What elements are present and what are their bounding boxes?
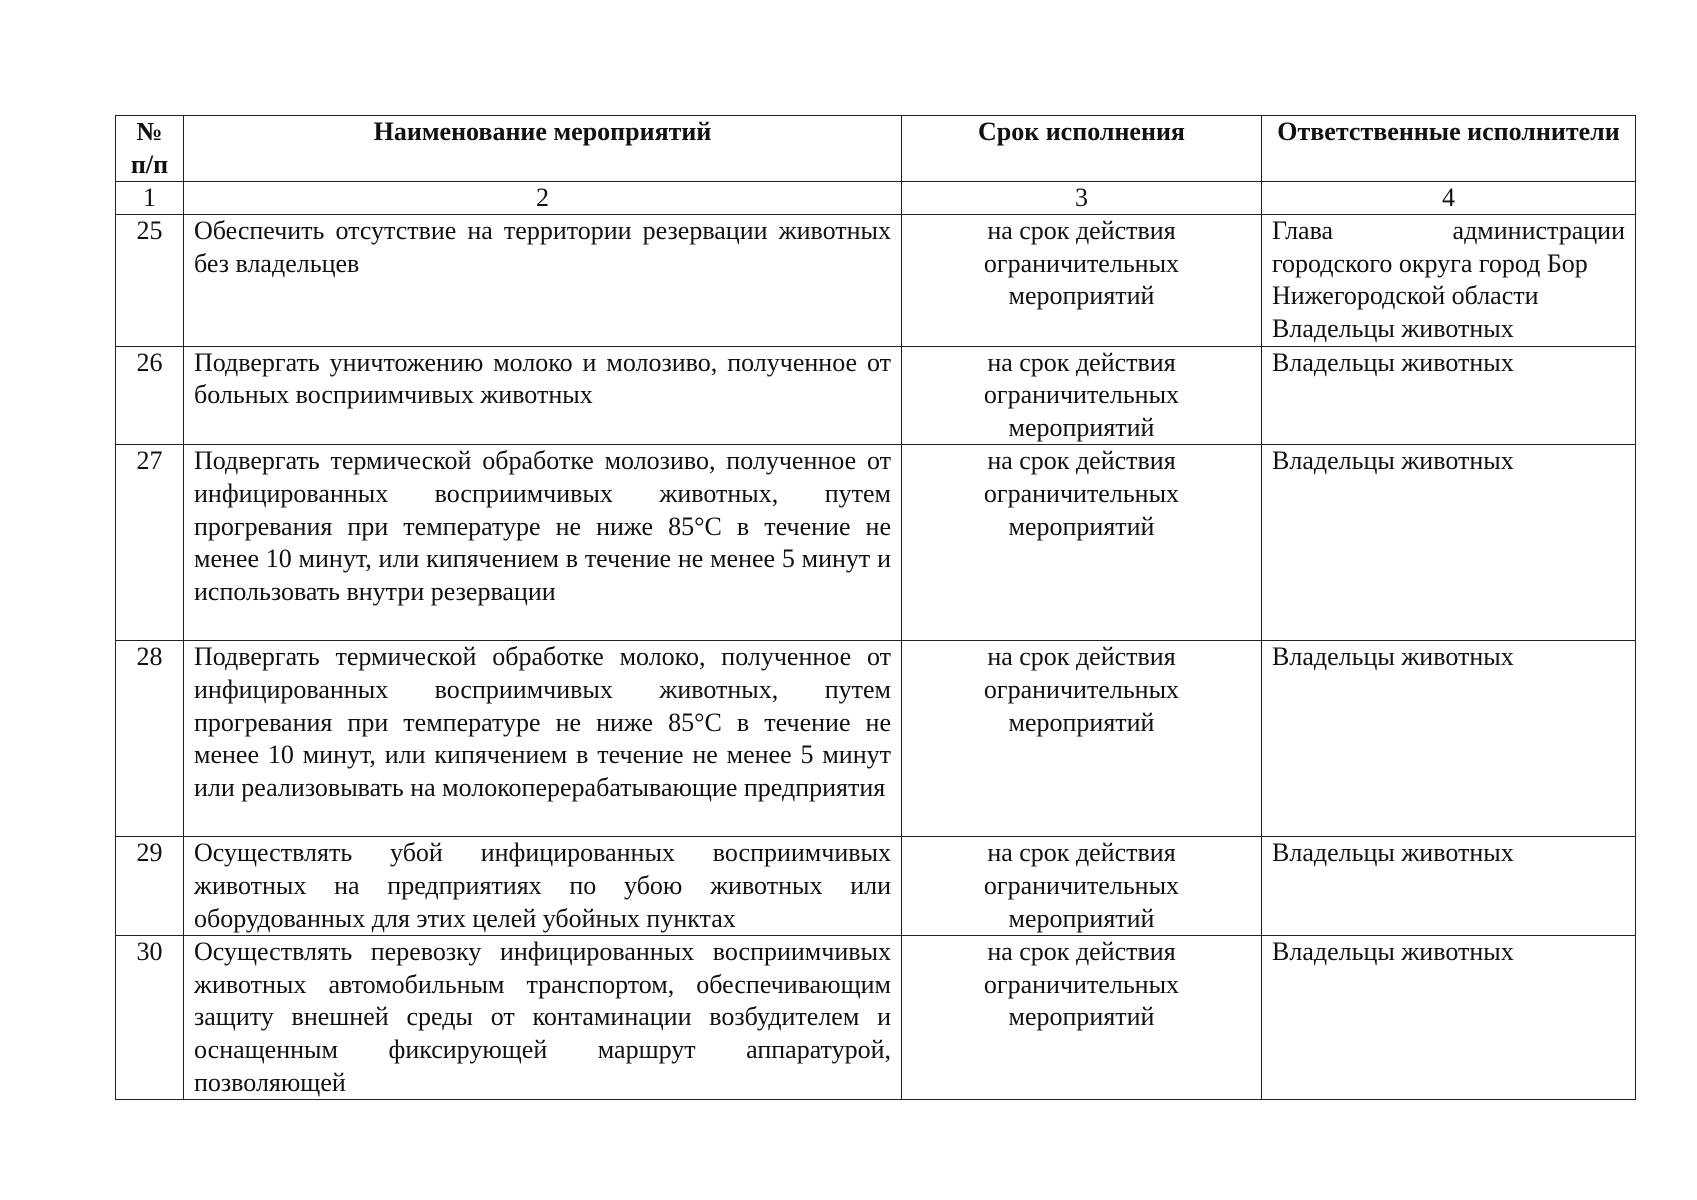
header-row [116,116,1636,182]
term-line: на срок действия [987,642,1176,672]
row-number: 27 [116,445,184,641]
responsible-cell [1262,641,1636,837]
header-resp: Ответственные исполнители [1262,116,1636,182]
term-line: на срок действия [987,347,1176,377]
responsible-cell [1262,837,1636,936]
responsible-line: городского округа город Бор [1272,248,1588,278]
term-line: на срок действия [987,937,1176,967]
responsible-line: Владельцы животных [1272,642,1514,672]
table-row [116,837,1636,936]
table-row [116,641,1636,837]
term-cell [902,215,1262,346]
measure-name: Подвергать термической обработке молоко, полученное от инфицированных восприимчивых животных, путем прогревания при температуре не ниже 85°С в течение не менее 10 минут, или кипячением в течение не менее 5 минут или реализовывать на молокоперерабатывающие предприятия [184,641,902,837]
header-num: № п/п [116,116,184,182]
term-line: мероприятий [1008,511,1155,541]
table-row [116,215,1636,346]
responsible-line: Нижегородской области [1272,281,1539,311]
term-line: на срок действия [987,216,1176,246]
responsible-line: Владельцы животных [1272,937,1514,967]
measure-name: Обеспечить отсутствие на территории резервации животных без владельцев [184,215,902,346]
column-index: 4 [1262,182,1636,215]
column-index: 1 [116,182,184,215]
term-cell [902,936,1262,1100]
row-number: 26 [116,346,184,445]
term-line: ограничительных [983,248,1180,278]
term-line: ограничительных [983,478,1180,508]
measure-name: Осуществлять убой инфицированных восприимчивых животных на предприятиях по убою животных или оборудованных для этих целей убойных пунктах [184,837,902,936]
table-row [116,936,1636,1100]
responsible-cell [1262,445,1636,641]
responsible-line: Владельцы животных [1272,313,1514,343]
term-line: на срок действия [987,838,1176,868]
responsible-line: Глава администрации [1272,216,1625,246]
term-line: ограничительных [983,969,1180,999]
term-line: на срок действия [987,446,1176,476]
term-cell [902,641,1262,837]
column-index: 3 [902,182,1262,215]
row-number: 29 [116,837,184,936]
header-term: Срок исполнения [902,116,1262,182]
term-line: мероприятий [1008,281,1155,311]
term-cell [902,445,1262,641]
measure-name: Осуществлять перевозку инфицированных восприимчивых животных автомобильным транспортом, обеспечивающим защиту внешней среды от контаминации возбудителем и оснащенным фиксирующей маршрут аппаратурой, позволяющей [184,936,902,1100]
term-line: ограничительных [983,380,1180,410]
term-cell [902,346,1262,445]
measure-name: Подвергать уничтожению молоко и молозиво, полученное от больных восприимчивых животных [184,346,902,445]
column-index-row [116,182,1636,215]
responsible-line: Владельцы животных [1272,446,1514,476]
row-number: 25 [116,215,184,346]
row-number: 28 [116,641,184,837]
term-line: мероприятий [1008,903,1155,933]
term-line: мероприятий [1008,412,1155,442]
responsible-line: Владельцы животных [1272,838,1514,868]
column-index: 2 [184,182,902,215]
term-line: мероприятий [1008,1002,1155,1032]
measure-name: Подвергать термической обработке молозиво, полученное от инфицированных восприимчивых животных, путем прогревания при температуре не ниже 85°С в течение не менее 10 минут, или кипячением в течение не менее 5 минут и использовать внутри резервации [184,445,902,641]
responsible-cell [1262,346,1636,445]
responsible-line: Владельцы животных [1272,347,1514,377]
term-line: мероприятий [1008,707,1155,737]
term-line: ограничительных [983,870,1180,900]
table-row [116,445,1636,641]
term-cell [902,837,1262,936]
header-name: Наименование мероприятий [184,116,902,182]
measures-table [115,115,1636,1100]
responsible-cell [1262,936,1636,1100]
term-line: ограничительных [983,674,1180,704]
row-number: 30 [116,936,184,1100]
responsible-cell [1262,215,1636,346]
table-row [116,346,1636,445]
